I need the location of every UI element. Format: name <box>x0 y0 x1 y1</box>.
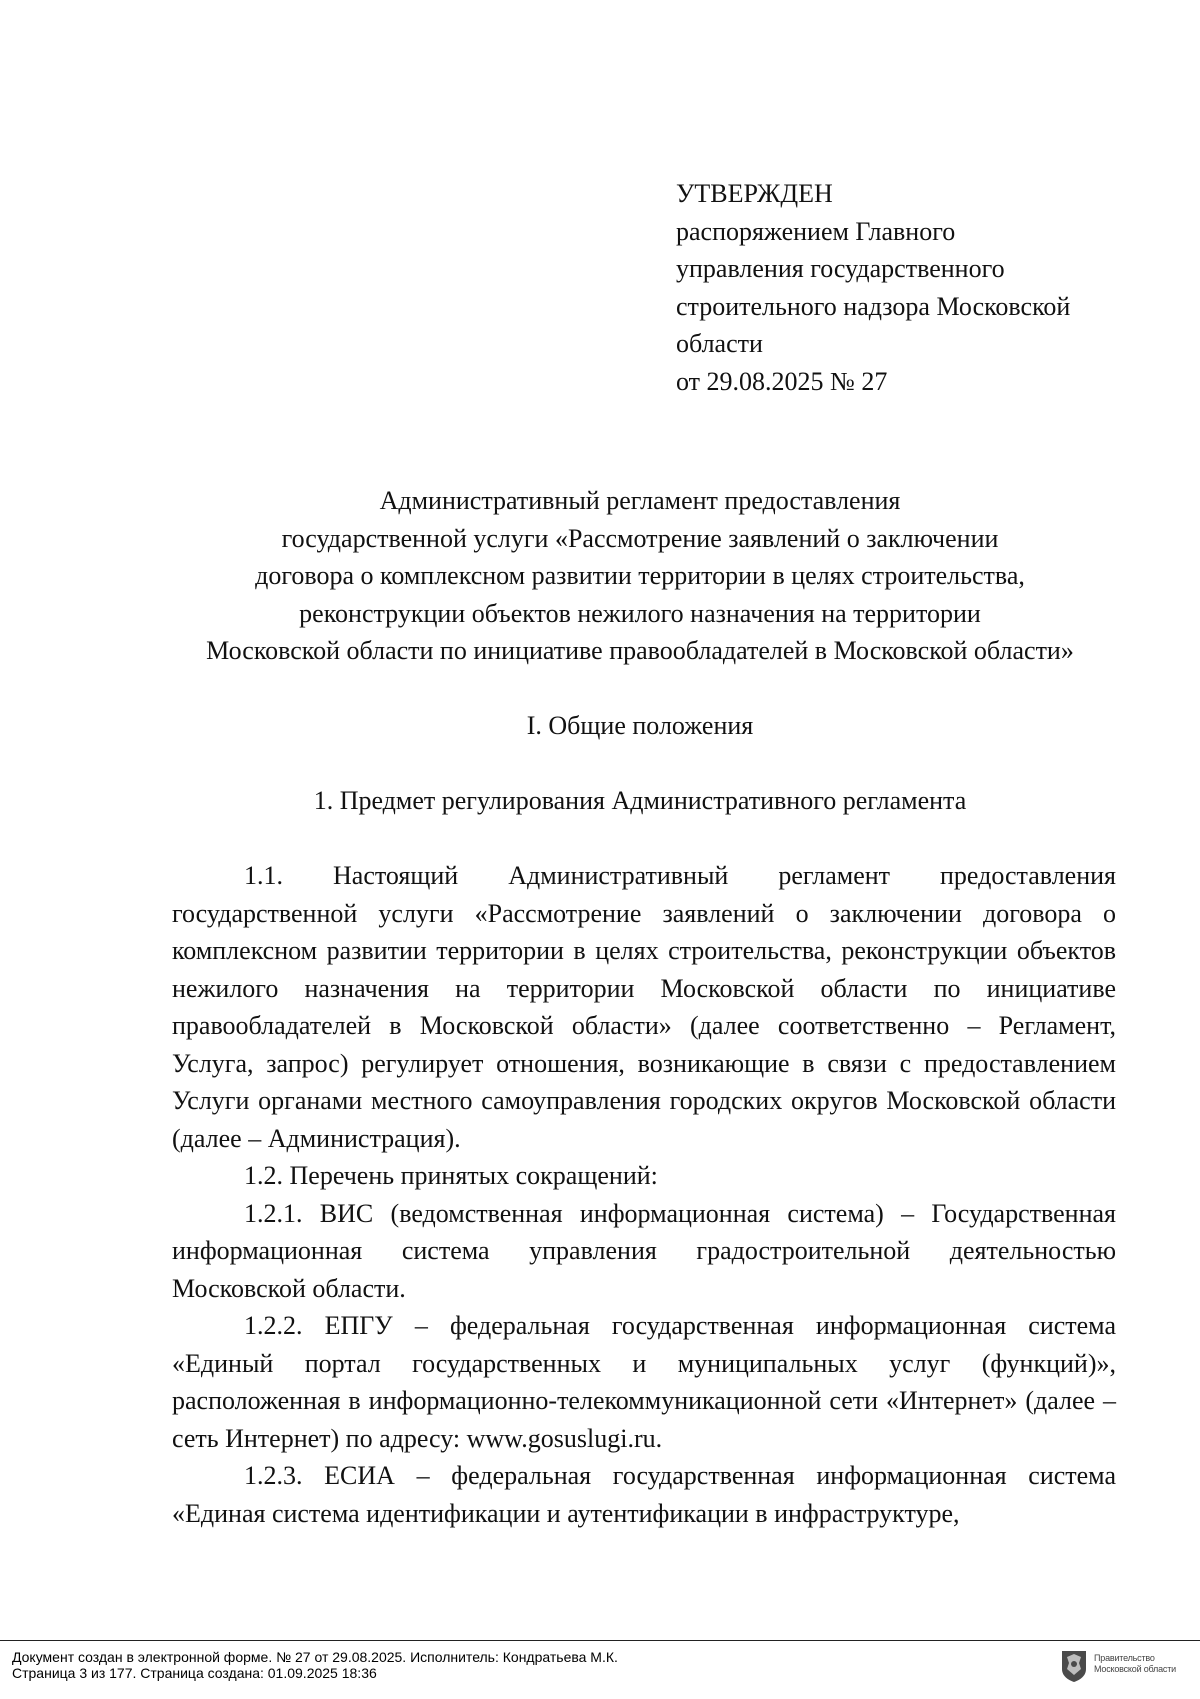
paragraph: 1.2.2. ЕПГУ – федеральная государственная информационная система «Единый портал государственных и муниципальных услуг (функций)», расположенная в информационно-телекоммуникационной сети «Интернет» (далее – сеть Интернет) по адресу: www.gosuslugi.ru. <box>172 1311 1116 1453</box>
footer-line: Страница 3 из 177. Страница создана: 01.09.2025 18:36 <box>12 1665 377 1681</box>
approval-line: УТВЕРЖДЕН <box>676 179 833 208</box>
title-line: договора о комплексном развитии территории в целях строительства, <box>255 561 1025 590</box>
page-footer <box>0 1640 1200 1699</box>
paragraph: 1.1. Настоящий Административный регламент предоставления государственной услуги «Рассмотрение заявлений о заключении договора о комплексном развитии территории в целях строительства, реконструкции объектов нежилого назначения на территории Московской области по инициативе правообладателей в Московской области» (далее соответственно – Регламент, Услуга, запрос) регулирует отношения, возникающие в связи с предоставлением Услуги органами местного самоуправления городских округов Московской области (далее – Администрация). <box>172 861 1116 1153</box>
footer-line: Документ создан в электронной форме. № 27 от 29.08.2025. Исполнитель: Кондратьева М.К. <box>12 1649 618 1665</box>
footer-meta <box>12 1649 618 1681</box>
subsection-heading: 1. Предмет регулирования Административного регламента <box>313 786 967 815</box>
section-heading: I. Общие положения <box>526 711 754 740</box>
document-title <box>160 482 1120 670</box>
title-line: реконструкции объектов нежилого назначения на территории <box>299 598 981 628</box>
title-line: Административный регламент предоставления <box>379 486 901 515</box>
approval-line: строительного надзора Московской <box>676 291 1071 321</box>
approval-line: распоряжением Главного <box>676 216 956 246</box>
document-body <box>172 857 1116 1532</box>
approval-line: управления государственного <box>676 254 1005 283</box>
paragraph: 1.2. Перечень принятых сокращений: <box>244 1161 658 1190</box>
title-line: Московской области по инициативе правообладателей в Московской области» <box>206 636 1074 665</box>
moscow-region-emblem-icon <box>1060 1649 1088 1683</box>
government-logo <box>1060 1647 1192 1687</box>
approval-stamp <box>676 175 1146 400</box>
approval-line: от 29.08.2025 № 27 <box>676 366 888 396</box>
paragraph: 1.2.1. ВИС (ведомственная информационная система) – Государственная информационная система управления градостроительной деятельностью Московской области. <box>172 1198 1116 1303</box>
approval-line: области <box>676 329 763 358</box>
title-line: государственной услуги «Рассмотрение заявлений о заключении <box>281 523 999 553</box>
logo-text: Правительство Московской области <box>1094 1653 1176 1674</box>
paragraph: 1.2.3. ЕСИА – федеральная государственная информационная система «Единая система идентификации и аутентификации в инфраструктуре, <box>172 1461 1116 1528</box>
